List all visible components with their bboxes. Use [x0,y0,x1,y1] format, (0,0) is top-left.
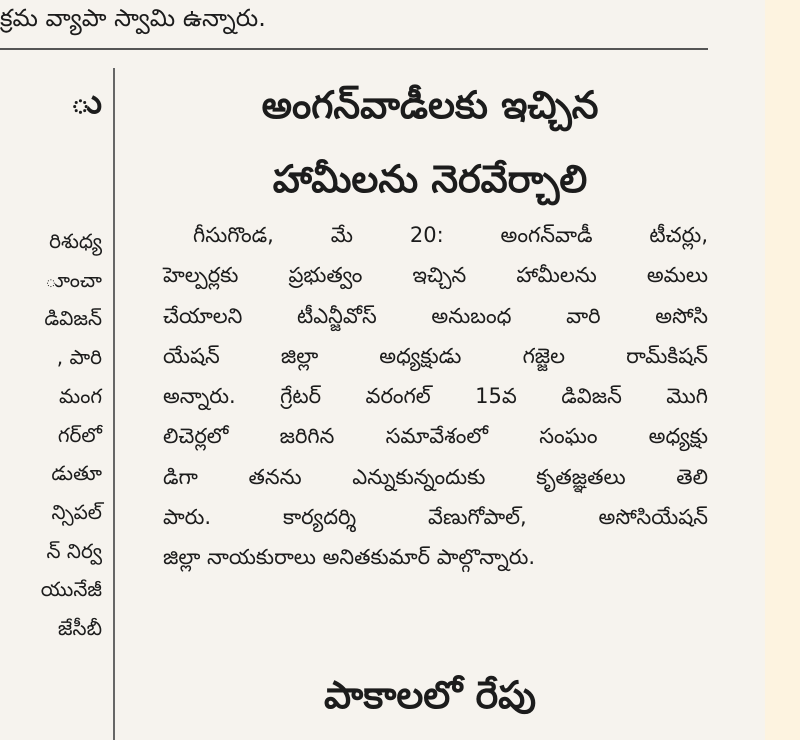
article-headline [140,68,720,216]
top-text-line: క్రమ వ్యాపా స్వామి ఉన్నారు. [0,4,266,32]
body-line: యేషన్ జిల్లా అధ్యక్షుడు గజ్జెల రామ్‌కిషన్ [163,343,708,368]
body-line: చేయాలని టీఎన్జీవోస్ అనుబంధ వారి అసోసి [163,303,708,328]
article-body [163,215,708,578]
body-line: అన్నారు. గ్రేటర్ వరంగల్ 15వ డివిజన్ మొగి [163,384,708,409]
left-line: మంగ [59,383,102,408]
left-column-text [41,222,102,648]
body-line: లిచెర్లలో జరిగిన సమావేశంలో సంఘం అధ్యక్షు [163,424,708,449]
column-divider [113,68,115,740]
body-line: గీసుగొండ, మే 20: అంగన్‌వాడీ టీచర్లు, [193,223,708,247]
left-line: న్ నిర్వ [46,538,102,563]
headline-line-1: అంగన్‌వాడీలకు ఇచ్చిన [261,83,599,127]
left-line: ూంచా [45,267,102,292]
left-line: డుతూ [51,461,102,486]
left-line: న్సిపల్ [51,499,102,524]
horizontal-rule [0,48,708,50]
left-heading-fragment: ు [70,82,102,122]
headline-line-2: హామీలను నెరవేర్చాలి [272,157,588,201]
left-line: గర్‌లో [57,422,102,447]
body-line: పారు. కార్యదర్శి వేణుగోపాల్, అసోసియేషన్ [163,505,708,530]
page-margin [765,0,800,740]
left-column [0,60,108,740]
body-line: హెల్పర్లకు ప్రభుత్వం ఇచ్చిన హామీలను అమలు [163,263,708,288]
body-line: జిల్లా నాయకురాలు అనితకుమార్ పాల్గొన్నారు. [163,545,536,570]
left-line: , పారి [56,345,102,370]
left-line: డివిజన్ [44,306,102,331]
left-line: యునేజీ [40,577,102,602]
body-line: డిగా తనను ఎన్నుకున్నందుకు కృతజ్ఞతలు తెలి [163,464,708,489]
left-line: జేసీబీ [57,616,102,641]
left-line: రిశుధ్య [49,229,102,253]
next-article-headline: పాకాలలో రేపు [323,673,537,717]
